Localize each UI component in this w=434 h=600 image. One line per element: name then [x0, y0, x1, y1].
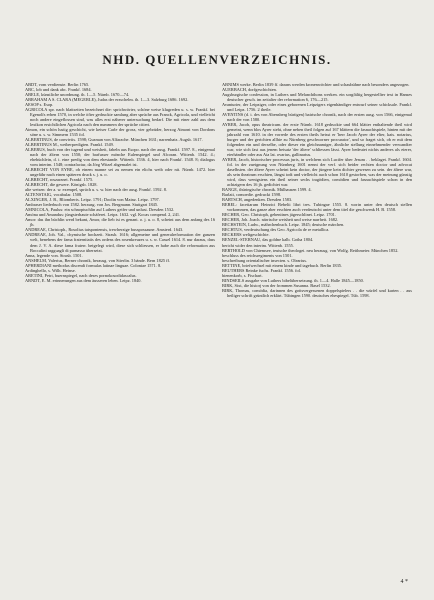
index-entry: ABELE, künstliche unordnung. th. 1—5. Nürnb. 1670—74.	[25, 92, 130, 98]
page-folio: 4 *	[400, 579, 408, 585]
index-entry: ALBRECHT, die gewere. Königsb. 1828.	[25, 182, 98, 188]
index-entry: BECKERS weltgeschichte.	[222, 232, 270, 238]
index-entry: BETTINE, briefwechsel mit einem kinde und tagebuch. Berlin 1835.	[222, 262, 343, 268]
index-entry: bienenkorb, s. Fischart.	[222, 272, 263, 278]
page-heading: NHD. QUELLENVERZEICHNIS.	[102, 52, 332, 67]
index-entry: ANDREAE, Christoph., Rosolius tatspontensis, trewherzige busspossaune. Amsterd. 1643.	[25, 227, 184, 233]
index-entry: Augsburgische confession, in Luthers und Melanchthons werken. ein sorgfältig hergestellter text in Hanses deutscher gesch. im zeitalter der reformation 6, 176—215.	[222, 92, 412, 103]
index-entry: AUERBACH, dorfgeschichten.	[222, 87, 277, 93]
index-entry: ABC, lob und dank abc. Frankf. 1684.	[25, 87, 92, 93]
index-entry: ABDT, vom verdienste. Berlin 1765.	[25, 82, 90, 87]
index-entry: BIRK, Thomas, comödia, darinnen des gottsvergessenen doppelspielers . . die würfel und karten . . aus heiliger schrift grüntlich erklärt. Tübingen 1590. deutsches ehespiegel. Tüb. 1598.	[222, 287, 412, 298]
index-entry: ALXINGER, J. B., Bliomberis. Leipz. 1791; Doolin von Mainz. Leipz. 1797.	[25, 197, 160, 203]
index-entry: AYRER, Jacob, historischer processus juris, in welchem sich Lucifer über Jesum . . beklaget. Frankf. 1604. fol. in der zueignung von Nürnberg 1601 nennt der verf. sich beider rechten doctor und advocat daselbsten. der ältere Ayrer scheint kein doctor, der jüngere kein dichter gewesen zu sein. der ältere war, als sein theatrum erschien, längst todt und vielleicht auch schon 1610 gestorben, was der meinung günstig wird, dass wenigstens ein theil seiner sechs tragödien, comödien und fasnachtspiele schon in den achtzigern des 16 jh. gedichtet war.	[222, 157, 412, 188]
index-entry: BANGE, thüringische chronik. Mülhausen 1599. 4.	[222, 187, 312, 193]
index-entry: BARTSCH, angedenken. Dresden 1583.	[222, 197, 293, 203]
index-entry: Amöna und Amandus: jüngsterhaute schäferei. Leipz. 1632. vgl. Kocas compend. 2, 241.	[25, 212, 181, 218]
index-entry: APHERDIANI methodus discendi formulas latinae linguae. Coloniae 1571. 8.	[25, 262, 162, 268]
index-entry: BECHTUS, verdeutschung des Geo. Agricola de re metallica.	[222, 227, 330, 233]
index-entry: ANSHELM, Valerius, Berner chronik, herausg. von Stierlin. 3 bände. Bern 1825 ff.	[25, 257, 171, 263]
index-entry: AMNICOLA, Paulus: ein schnoptuchlin auf Luthers geifer und unlust. Dresden 1532.	[25, 207, 175, 213]
index-entry: BEBEL: facetiarum Heinrici Bebelii libri tres. Tubingae 1555. 8. worin unter den deutsch stellen vorkommen, das ganze aber erschien auch verdeutscht unter dem titel die geschwenk H. B. 1558.	[222, 202, 412, 213]
index-entry: alte weisen: der a. w. exempel, sprüch u. s. w. hier nach der ausg. Frankf. 1592. 8.	[25, 187, 168, 193]
index-entry: AESOP s. Esop.	[25, 102, 54, 108]
index-entry: BIRK, Sixt, die historj von der frommen Susanna. Basel 1532.	[222, 282, 331, 288]
index-entry: Anna, legende von. Strasb. 1501.	[25, 252, 83, 258]
index-entry: BEUTHERS Reinke fuchs. Frankf. 1556. fol.	[222, 267, 302, 273]
index-entry: ALBERUS, buch von der tugend und weisheit, fabeln aus Esopo. nach der ausg. Frankf. 1597. 8., einigemal nach der ältern von 1550; der barfusser mönche Eulenspiegel und Alcoran. Wittenb. 1542. 4.; ehebüchlein, d. i. eine predig von dem ehestande. Wittenb. 1536. 4, hier nach Frankf. 1548. 8; dialogus vom interim. 1548; contrafactur, da Jörg Witzel abgemalet ist.	[25, 147, 215, 168]
index-entry: ARETINI, Petri, buernspiegel, nach deses pornokosodidascalus.	[25, 272, 137, 278]
index-entry: Ambraser liederbuch von 1582. herausg. von Jos. Bergmann. Stuttgart 1845.	[25, 202, 159, 208]
index-entry: AVENTINS (d. i. des von Abensberg bürtigen) bairische chronik, nach der ersten ausg. von 1566, einigemal nach der von 1580.	[222, 112, 412, 123]
index-entry: Ardinghello, s. Wilh. Heinse.	[25, 267, 76, 273]
right-column	[222, 82, 412, 298]
index-entry: Amor: das ihn büchlin werd bekant, Amor, die lieb ist es genant. o. j. u. o. 8, scheint aus dem anfang des 16 jh.	[25, 217, 215, 228]
index-entry: bericht wider den interim. Wittenb. 1555.	[222, 242, 294, 248]
index-entry: ABNIMS werke. Berlin 1839 ff. darans werden kronenwöchter und schaubühne nach besonders angezogen.	[222, 82, 410, 87]
index-entry: Avanturier, der Leipziger, oder eines geborenen Leipzigers eigenhändiger entwurf seiner schicksale. Frankf. und Leipz. 1756. 2 theile.	[222, 102, 412, 113]
index-entry: ALBERTINUS, de conviviis. 1598; Guzman von Alfarache. München 1631; narrenhatz. Augsb. 1617.	[25, 137, 203, 143]
index-entry: BECHSTEIN, Ludw., mährchenbuch. Leipz. 1845; deutsche märchen.	[222, 222, 345, 228]
index-entry: BECHER, Joh. Joach. närrische weisheit und weise narrheit. 1682.	[222, 217, 339, 223]
index-entry: AGRICOLA spr. nach blattseiten bezeichnet die: sprichwörter, schöne weise klugreden u. s. w. Frankf. bei Egenolfs erben 1570, in welche öfter gedruckte samlung aber sprüche aus Franck, Agricola, und vielleicht noch andere eingeflossen sind, was alles erst näherer untersuchung bedarf. Die mit einer zahl aus dem lexikon ersichtlichen Agricola nach den nummern der sprüche citiert.	[25, 107, 215, 128]
index-entry: Barlaii, comoedie. gedruckt 1598.	[222, 192, 282, 198]
index-entry: BENZEL-STERNAU, das goldne kalb. Gotha 1804.	[222, 237, 314, 243]
index-entry: ARNDT, E. M. erinnerungen aus dem äusseren leben. Leipz. 1840.	[25, 277, 142, 283]
index-entry: BERTHOLD von Chiemsee, teutsche theologei. neu herausg. von Wolfg. Reithmeier. München 1852.	[222, 247, 399, 253]
left-column	[25, 82, 215, 283]
index-entry: beschreibung orientalischer insecten. s. Olearius.	[222, 257, 308, 263]
index-entry: ALBRECHT, roszarznei. Frankf. 1575.	[25, 177, 94, 183]
index-entry: ALBERTINUS M., weiberpredigten. Frankf. 1549.	[25, 142, 114, 148]
index-entry: BINDSEILS ausgabe von Luthers bibelübersetzung. th. 1—4. Halle 1845—1850.	[222, 277, 364, 283]
index-entry: AYRER, Jacob, opus theatricum. der erste Nürnb. 1618 gedruckte und 664 blätter enthaltende theil wird gemeint, wenn blos Ayrer steht, ohne neben theil folgen auf 167 blättern die fasnachtspiele, hinten mit der jahrzahl von 1610. in der vorrede des ersten theils heisst er 'herr Jacob Ayrer der elter, kais. notarius, burger und der gerichten allhie zu Nürnberg geschworner procurator', und so fraget sich, ob er mit dem folgenden ein und derselbe, oder dieser ein gleichnamiger, ähnliche stellung einnehmender verwandter war, wie sich fast aus jenem beisatz 'der ältere' schliessen lässt. Ayrer bedeutet nichts anderes als eierer, eierhändler oder aus Aia lat. ovarius, gallinarius.	[222, 122, 412, 158]
index-entry: ABRAHAM A S. CLARA (MEGERLE), Judas der erzschelm. th. 1—3. Salzburg 1686. 1692.	[25, 97, 189, 103]
index-entry: ALTENSTAIG, vocabular. 1508.	[25, 192, 83, 198]
index-entry: BECHER, Geo. Christoph, gebenitnes jägerschlinet. Leipz. 1701.	[222, 212, 336, 218]
index-entry: beschluss des reichsregiments von 1501.	[222, 252, 293, 258]
index-entry: ANDREAE, Joh. Val., chymische hochzeit. Strasb. 1616; allgemeine und generalreformation der ganzen welt, benebens der fama fraternitatis des ordens des rosenkreuzes u. s. w. Cassel 1614. 8. nur daraus, dass dem J. V. A. diese fama fraterr. beigelegt wird, diese sich schliessen, er habe auch die reformation aus Boccalini ragguagli di parnasso übersetzt.	[25, 232, 215, 253]
index-entry: ALBRECHT VON EYBE, ob einem manne sei zu nemen ein elichs weib oder nit. Nürnb. 1472. hier ungefähr nach einen späteren druck s. j. u. o.	[25, 167, 215, 178]
index-entry: Aimon, ein schön lustig geschicht, wie keiser Carle der grosz, vier gebrüder, herzog Aimont von Dordons söne u. s. w. Simmern 1535 fol.	[25, 127, 215, 138]
